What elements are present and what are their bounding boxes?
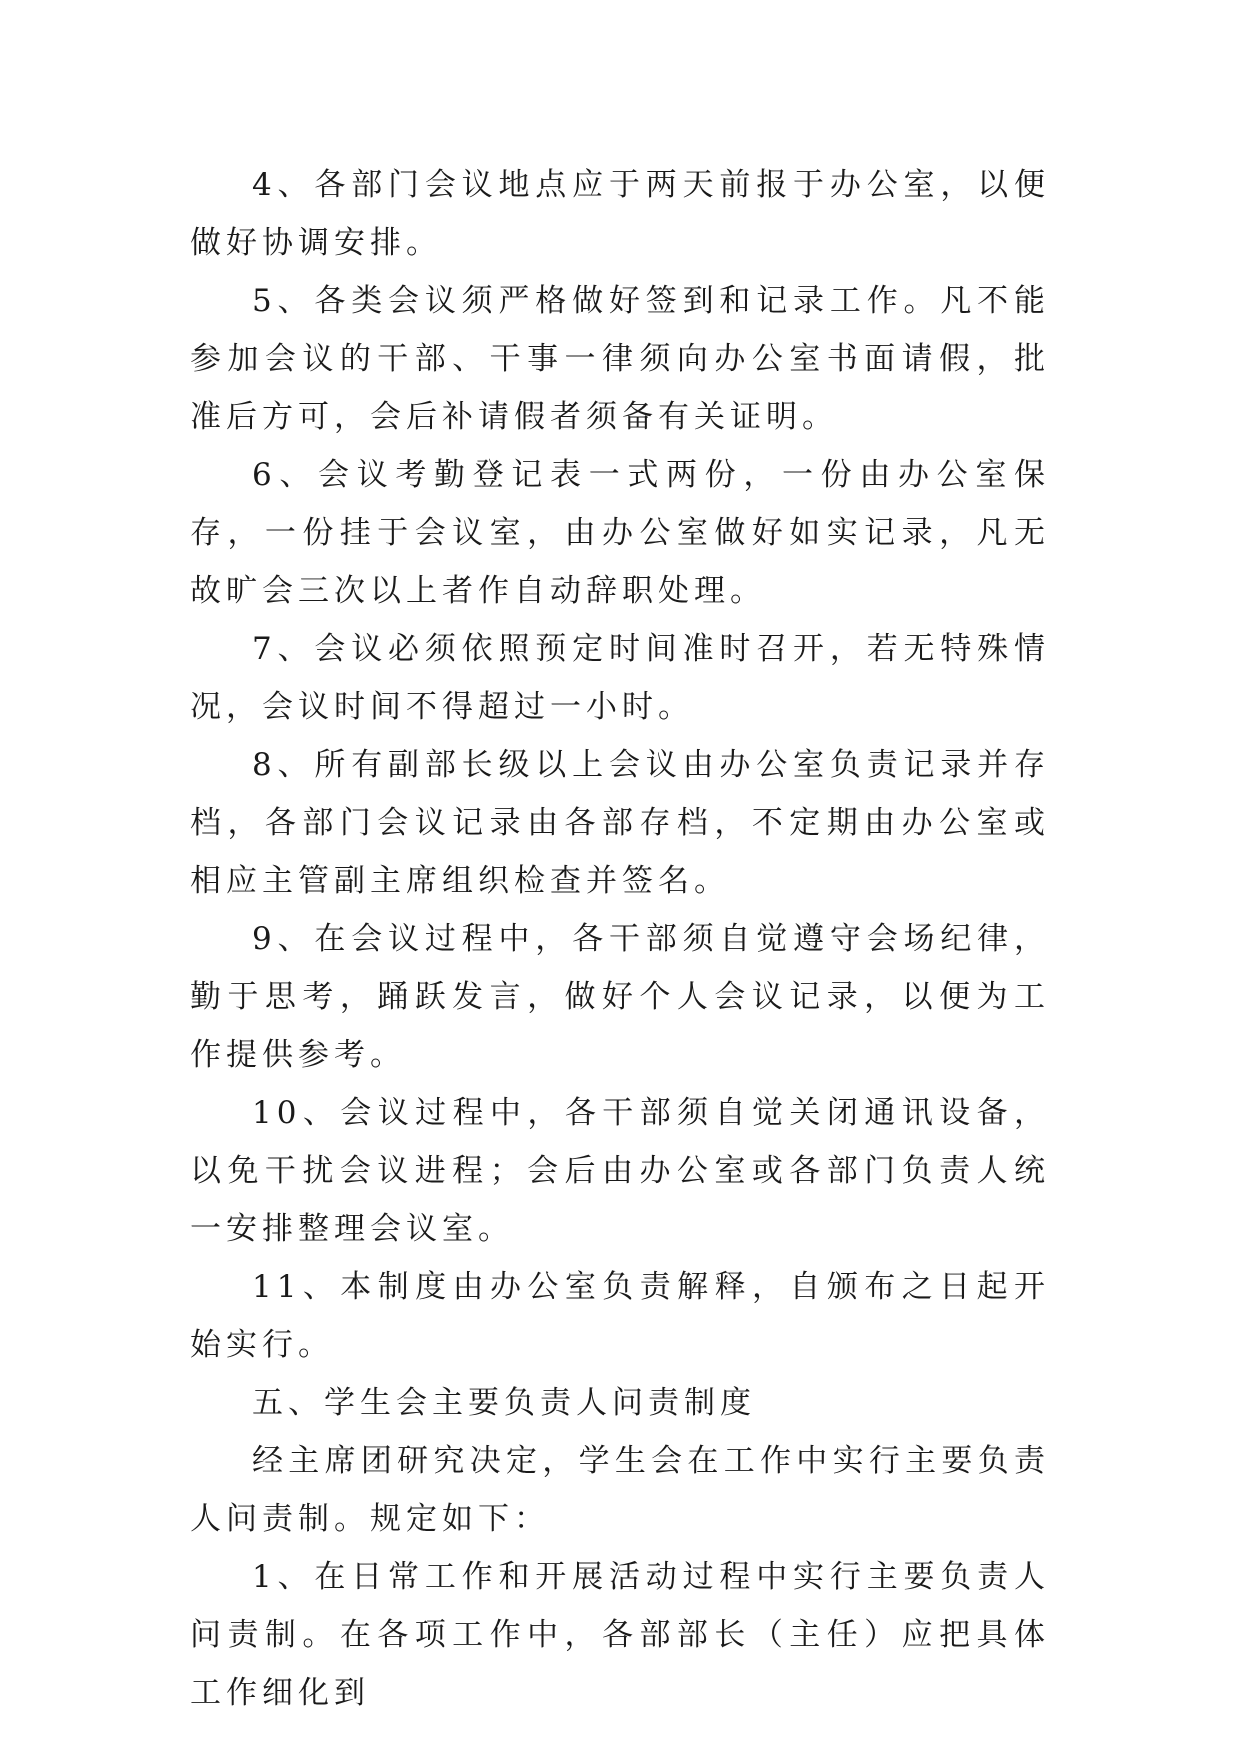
paragraph-item-10: 10、会议过程中，各干部须自觉关闭通讯设备，以免干扰会议进程；会后由办公室或各部门负责人统一安排整理会议室。 xyxy=(190,1095,1050,1247)
paragraph-item-9: 9、在会议过程中，各干部须自觉遵守会场纪律，勤于思考，踊跃发言，做好个人会议记录，以便为工作提供参考。 xyxy=(190,921,1050,1073)
document-body xyxy=(190,156,1050,1722)
paragraph-item-11: 11、本制度由办公室负责解释，自颁布之日起开始实行。 xyxy=(190,1269,1050,1363)
paragraph-item-1: 1、在日常工作和开展活动过程中实行主要负责人问责制。在各项工作中，各部部长（主任）应把具体工作细化到 xyxy=(190,1559,1050,1711)
section-intro: 经主席团研究决定，学生会在工作中实行主要负责人问责制。规定如下： xyxy=(190,1443,1050,1537)
paragraph-item-4: 4、各部门会议地点应于两天前报于办公室，以便做好协调安排。 xyxy=(190,167,1050,261)
paragraph-item-5: 5、各类会议须严格做好签到和记录工作。凡不能参加会议的干部、干事一律须向办公室书面请假，批准后方可，会后补请假者须备有关证明。 xyxy=(190,283,1050,435)
paragraph-item-6: 6、会议考勤登记表一式两份，一份由办公室保存，一份挂于会议室，由办公室做好如实记录，凡无故旷会三次以上者作自动辞职处理。 xyxy=(190,457,1050,609)
section-heading: 五、学生会主要负责人问责制度 xyxy=(252,1385,756,1421)
paragraph-item-8: 8、所有副部长级以上会议由办公室负责记录并存档，各部门会议记录由各部存档，不定期由办公室或相应主管副主席组织检查并签名。 xyxy=(190,747,1050,899)
paragraph-item-7: 7、会议必须依照预定时间准时召开，若无特殊情况，会议时间不得超过一小时。 xyxy=(190,631,1050,725)
